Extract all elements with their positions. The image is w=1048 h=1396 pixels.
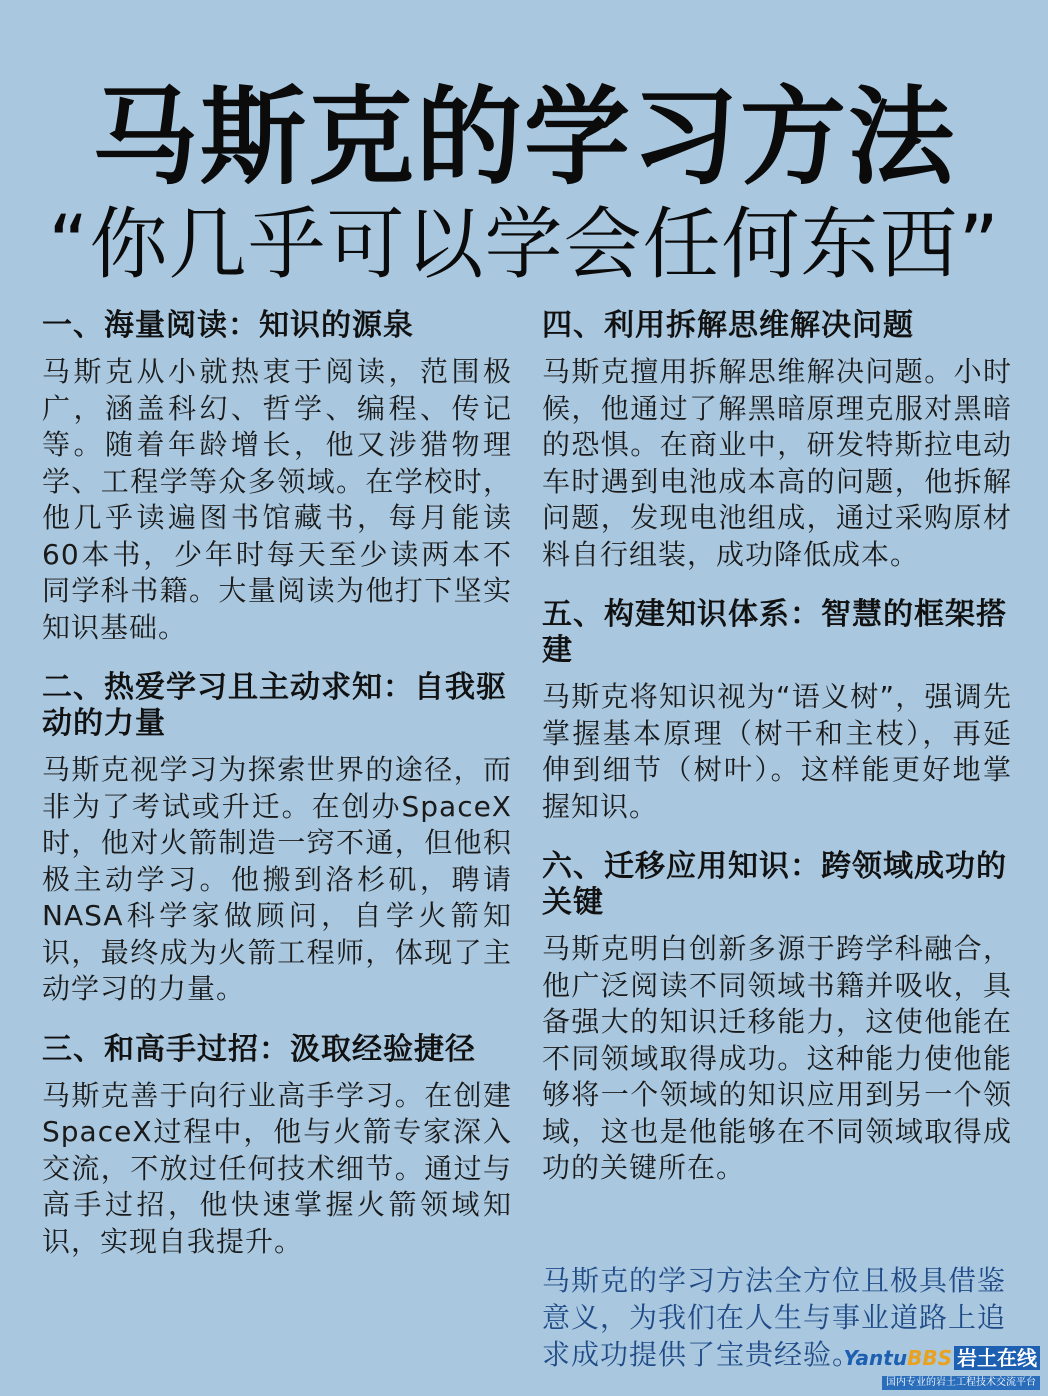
section-heading: 三、和高手过招：汲取经验捷径 <box>42 1031 476 1067</box>
section-reading <box>42 308 512 646</box>
watermark-tagline: 国内专业的岩土工程技术交流平台 <box>882 1376 1040 1390</box>
watermark <box>840 1346 1040 1390</box>
conclusion-text: 马斯克的学习方法全方位且极具借鉴意义，为我们在人生与事业道路上追求成功提供了宝贵经验。 <box>542 1264 1007 1371</box>
left-column <box>42 308 512 1284</box>
section-heading: 五、构建知识体系：智慧的框架搭建 <box>542 597 1007 668</box>
section-body: 马斯克将知识视为“语义树”，强调先掌握基本原理（树干和主枝），再延伸到细节（树叶）。这样能更好地掌握知识。 <box>542 680 1012 823</box>
watermark-logo-bbs: BBS <box>907 1346 952 1370</box>
section-heading: 二、热爱学习且主动求知：自我驱动的力量 <box>42 670 507 741</box>
watermark-logo-yantu: Yantu <box>843 1346 908 1370</box>
section-self-driven <box>42 670 512 1008</box>
section-heading: 六、迁移应用知识：跨领域成功的关键 <box>542 849 1007 920</box>
watermark-logo-cn: 岩土在线 <box>954 1346 1040 1370</box>
section-body: 马斯克善于向行业高手学习。在创建SpaceX过程中，他与火箭专家深入交流，不放过任何技术细节。通过与高手过招，他快速掌握火箭领域知识，实现自我提升。 <box>42 1078 512 1258</box>
page-title: 马斯克的学习方法 <box>92 76 956 199</box>
section-transfer <box>542 849 1012 1187</box>
section-body: 马斯克从小就热衷于阅读，范围极广，涵盖科幻、哲学、编程、传记等。随着年龄增长，他又涉猎物理学、工程学等众多领域。在学校时，他几乎读遍图书馆藏书，每月能读60本书，少年时每天至少读两本不同学科书籍。大量阅读为他打下坚实知识基础。 <box>42 355 512 644</box>
section-heading: 一、海量阅读：知识的源泉 <box>42 308 414 343</box>
section-heading: 四、利用拆解思维解决问题 <box>542 308 914 343</box>
section-knowledge-system <box>542 597 1012 825</box>
page-subtitle: “你几乎可以学会任何东西” <box>48 200 1000 290</box>
section-body: 马斯克视学习为探索世界的途径，而非为了考试或升迁。在创办SpaceX时，他对火箭制造一窍不通，但他积极主动学习。他搬到洛杉矶，聘请NASA科学家做顾问，自学火箭知识，最终成为火箭工程师，体现了主动学习的力量。 <box>42 753 512 1005</box>
section-body: 马斯克明白创新多源于跨学科融合，他广泛阅读不同领域书籍并吸收，具备强大的知识迁移能力，这使他能在不同领域取得成功。这种能力使他能够将一个领域的知识应用到另一个领域，这也是他能够在不同领域取得成功的关键所在。 <box>542 932 1012 1184</box>
right-column <box>542 308 1012 1211</box>
watermark-logo <box>840 1346 1040 1370</box>
section-learn-from-experts <box>42 1032 512 1261</box>
section-body: 马斯克擅用拆解思维解决问题。小时候，他通过了解黑暗原理克服对黑暗的恐惧。在商业中，研发特斯拉电动车时遇到电池成本高的问题，他拆解问题，发现电池组成，通过采购原材料自行组装，成功降低成本。 <box>542 355 1012 571</box>
section-decomposition <box>542 308 1012 573</box>
